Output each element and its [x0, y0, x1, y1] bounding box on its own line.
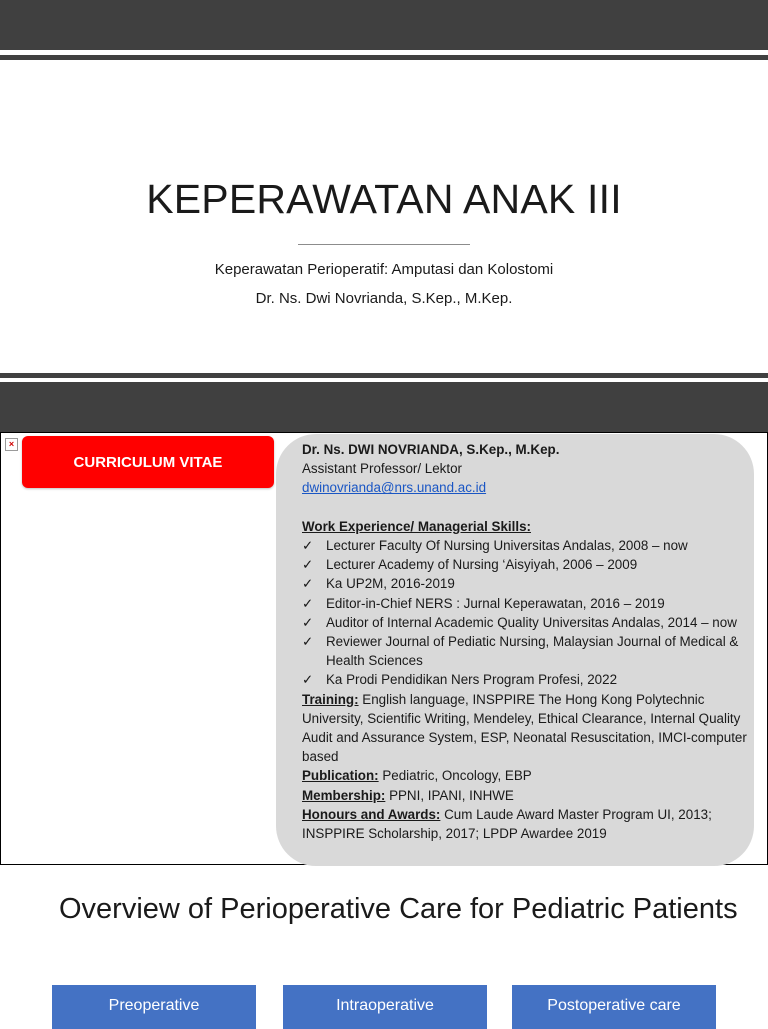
- preoperative-box: Preoperative: [52, 985, 256, 1029]
- cv-work-item: ✓ Editor-in-Chief NERS : Jurnal Keperawatan, 2016 – 2019: [302, 594, 752, 613]
- broken-image-icon: ×: [5, 438, 18, 451]
- cv-membership: Membership: PPNI, IPANI, INHWE: [302, 787, 514, 803]
- cv-spacer: [302, 498, 752, 517]
- cv-work-list: [302, 536, 752, 690]
- slide2-top-line: [0, 373, 768, 378]
- slide2-top-bar: [0, 382, 768, 432]
- slide1-subtitle-topic: Keperawatan Perioperatif: Amputasi dan Kolostomi: [214, 261, 554, 278]
- check-icon: ✓: [302, 595, 314, 611]
- cv-work-item: ✓ Ka UP2M, 2016-2019: [302, 574, 752, 593]
- slide1-title: KEPERAWATAN ANAK III: [146, 176, 622, 222]
- check-icon: ✓: [302, 634, 314, 650]
- cv-work-item: ✓ Lecturer Faculty Of Nursing Universitas Andalas, 2008 – now: [302, 536, 752, 555]
- check-icon: ✓: [302, 576, 314, 592]
- slide1-divider: [298, 244, 470, 245]
- cv-email-link[interactable]: dwinovrianda@nrs.unand.ac.id: [302, 480, 487, 496]
- cv-honours: Honours and Awards: Cum Laude Award Master Program UI, 2013; INSPPIRE Scholarship, 2017; LPDP Awardee 2019: [302, 806, 712, 842]
- cv-publication: Publication: Pediatric, Oncology, EBP: [302, 768, 532, 784]
- slide1-top-bar: [0, 0, 768, 50]
- curriculum-vitae-badge: CURRICULUM VITAE: [22, 436, 274, 488]
- cv-work-item: ✓ Ka Prodi Pendidikan Ners Program Profesi, 2022: [302, 670, 752, 689]
- check-icon: ✓: [302, 538, 314, 553]
- check-icon: ✓: [302, 557, 314, 573]
- cv-work-item: ✓ Auditor of Internal Academic Quality Universitas Andalas, 2014 – now: [302, 613, 752, 632]
- cv-position: Assistant Professor/ Lektor: [302, 461, 463, 477]
- check-icon: ✓: [302, 672, 314, 688]
- intraoperative-box: Intraoperative: [283, 985, 487, 1029]
- cv-training: Training: English language, INSPPIRE The Hong Kong Polytechnic University, Scientific Writing, Mendeley, Ethical Clearance, Internal Quality Audit and Assurance System, ESP, Neonatal Resuscitation, IMCI-computer based: [302, 691, 747, 765]
- cv-work-item: ✓ Reviewer Journal of Pediatic Nursing, Malaysian Journal of Medical & Health Sciences: [302, 634, 739, 669]
- cv-name: Dr. Ns. DWI NOVRIANDA, S.Kep., M.Kep.: [302, 442, 560, 457]
- check-icon: ✓: [302, 614, 314, 630]
- slide1-subtitle-author: Dr. Ns. Dwi Novrianda, S.Kep., M.Kep.: [255, 290, 513, 307]
- slide1-top-line: [0, 55, 768, 60]
- cv-work-header: Work Experience/ Managerial Skills:: [302, 518, 531, 534]
- postoperative-care-box: Postoperative care: [512, 985, 716, 1029]
- cv-work-item: ✓ Lecturer Academy of Nursing ‘Aisyiyah, 2006 – 2009: [302, 555, 752, 574]
- slide3-title: Overview of Perioperative Care for Pediatric Patients: [59, 893, 738, 925]
- cv-content: [302, 440, 752, 843]
